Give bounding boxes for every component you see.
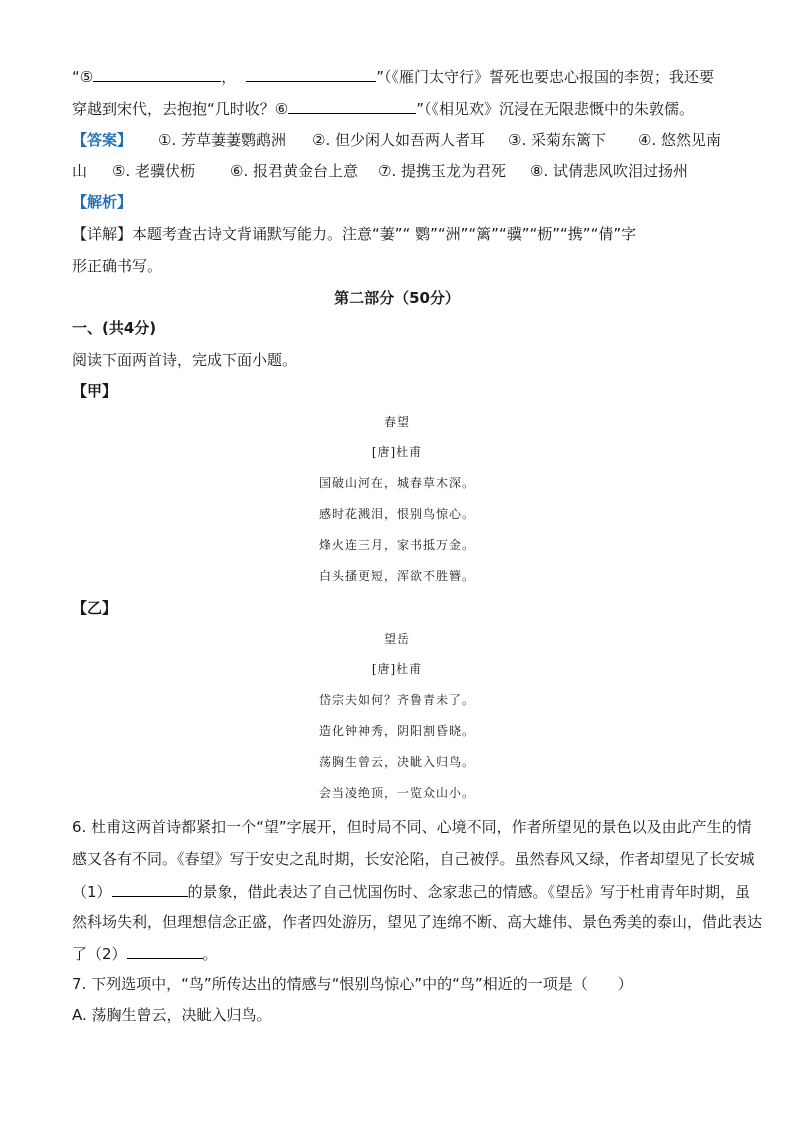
analysis-line [72,192,132,212]
poem-jia-title: 春望 [383,415,410,429]
detail-text-1: 本题考查古诗文背诵默写能力。注意“萋”“ 鹦”“洲”“篱”“骥”“枥”“携”“倩”字 [132,225,637,243]
poem-yi-line-1: 岱宗夫如何？齐鲁青未了。 [318,693,475,707]
q6-line-2: 感又各有不同。《春望》写于安史之乱时期，长安沦陷，自己被俘。虽然春风又绿，作者却望见了长安城 [72,850,755,868]
detail-line-1 [72,224,636,244]
answer-5: ⑤. 老骥伏枥 [112,162,195,180]
q7-option-a[interactable]: A. 荡胸生曾云，决眦入归鸟。 [72,1006,272,1024]
poem-yi-line-2: 造化钟神秀，阴阳割昏晓。 [318,724,475,738]
fill-line-2 [72,98,694,119]
q6-line-3 [72,881,750,902]
fill-before: 穿越到宋代，去抱抱“几时收？⑥ [72,100,289,118]
blank-5b [246,66,376,82]
poem-yi-title: 望岳 [383,632,410,646]
blank-6 [288,98,416,114]
detail-text-2: 形正确书写。 [72,257,163,275]
answer-line-2 [72,161,688,181]
blank-5a [93,66,221,82]
poem-yi-line-4: 会当凌绝顶，一览众山小。 [318,786,475,800]
fill-after: ”（《雁门太守行》誓死也要忠心报国的李贺；我还要 [376,68,715,86]
answer-4-cont: 山 [72,162,88,180]
poem-yi-line-3: 荡胸生曾云，决眦入归鸟。 [318,755,475,769]
poem-jia-line-2: 感时花溅泪，恨别鸟惊心。 [318,507,475,521]
q6-blank-2-label: 了（2） [72,945,127,963]
poem-jia-line-4: 白头搔更短，浑欲不胜簪。 [318,569,475,583]
answer-8: ⑧. 试倩悲风吹泪过扬州 [530,162,688,180]
answer-1: ①. 芳草萋萋鹦鹉洲 [158,131,286,149]
detail-line-2 [72,256,162,276]
detail-tag: 【详解】 [72,225,133,243]
q6-line-3-text: 的景象，借此表达了自己忧国伤时、念家悲己的情感。《望岳》写于杜甫青年时期，虽 [187,883,751,901]
poem-jia-label: 【甲】 [72,382,118,400]
q6-line-5 [72,943,218,964]
instruction: 阅读下面两首诗，完成下面小题。 [72,351,298,369]
part2-title: 第二部分（50分） [334,289,460,307]
poem-jia-author: [唐]杜甫 [371,445,423,459]
fill-line-1 [72,66,714,87]
q6-line-4: 然科场失利，但理想信念正盛，作者四处游历，望见了连绵不断、高大雄伟、景色秀美的泰山，借此表达 [72,913,763,931]
q6-line-1: 6. 杜甫这两首诗都紧扣一个“望”字展开，但时局不同、心境不同，作者所望见的景色以及由此产生的情 [72,818,752,836]
q6-blank-1-label: （1） [72,883,112,901]
q7-stem: 7. 下列选项中，“鸟”所传达出的情感与“恨别鸟惊心”中的“鸟”相近的一项是（ ） [72,975,633,993]
answer-tag: 【答案】 [72,131,133,149]
section-heading: 一、(共4分) [72,319,157,337]
answer-3: ③. 采菊东篱下 [508,131,606,149]
q6-line-5-end: 。 [202,945,218,963]
poem-yi-author: [唐]杜甫 [371,662,423,676]
answer-7: ⑦. 提携玉龙为君死 [378,162,506,180]
fill-comma: ， [221,68,237,86]
answer-line-1 [72,130,721,150]
answer-6: ⑥. 报君黄金台上意 [230,162,358,180]
analysis-tag: 【解析】 [72,193,133,211]
answer-4: ④. 悠然见南 [638,131,721,149]
q6-blank-2[interactable] [127,943,203,959]
q6-blank-1[interactable] [112,881,188,897]
poem-yi-label: 【乙】 [72,599,118,617]
fill-after-2: ”（《相见欢》沉浸在无限悲慨中的朱敦儒。 [416,100,695,118]
answer-2: ②. 但少闲人如吾两人者耳 [312,131,485,149]
poem-jia-line-3: 烽火连三月，家书抵万金。 [318,538,475,552]
poem-jia-line-1: 国破山河在，城春草木深。 [318,476,475,490]
fill-open: “⑤ [72,68,94,86]
